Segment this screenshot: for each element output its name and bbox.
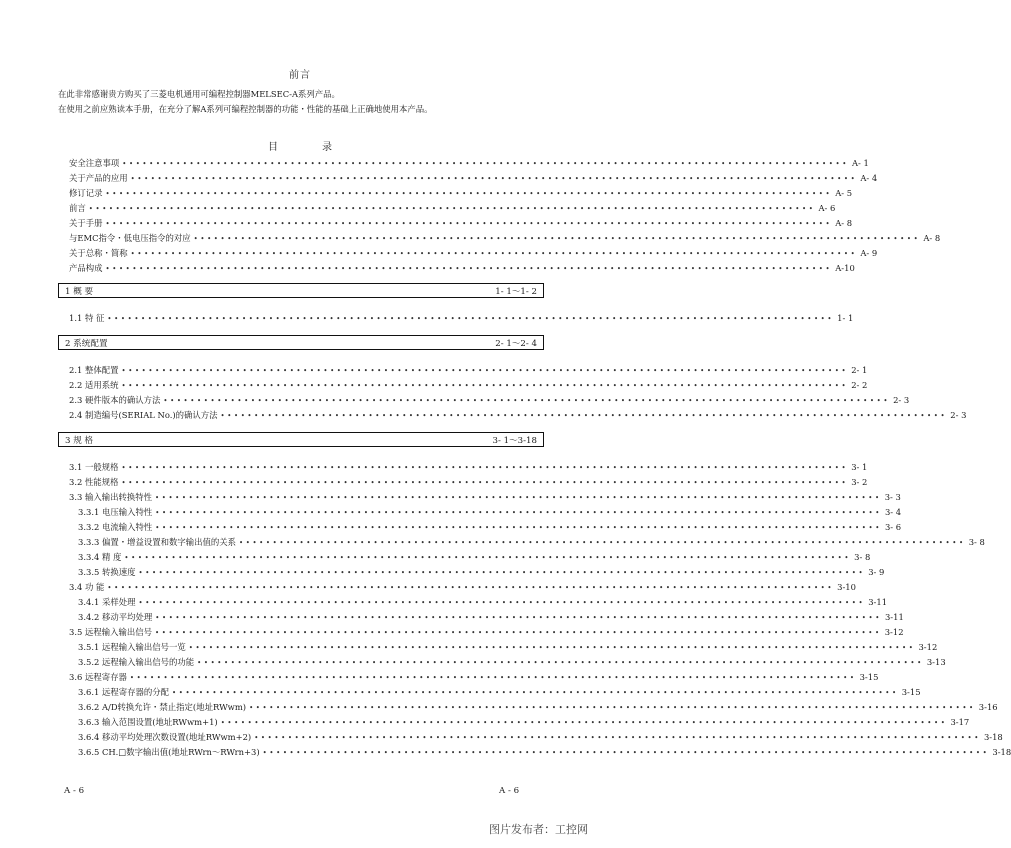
toc-entry-label: 2.2 适用系统 [69,380,119,390]
leader-dots: •••••••••••••••••••••••••••••••••••••••••••••••••••••••••••••••••••••••••••••••••••••••••••••••••••••••••••• [238,539,966,547]
toc-entry-label: 3.6.2 A/D转换允许・禁止指定(地址RWwm) [78,702,247,712]
toc-entry-label: 3.3.5 转换速度 [78,567,136,577]
toc-entry-page: A- 1 [851,158,869,168]
toc-entry-page: 3- 8 [968,537,985,547]
toc-entry-label: 3.5.1 远程输入输出信号一览 [78,642,186,652]
toc-entry[interactable] [78,746,1011,758]
toc-entry-page: 3-15 [901,687,921,697]
toc-entry-page: 3-18 [983,732,1003,742]
toc-entry-label: 1.1 特 征 [69,313,105,323]
leader-dots: •••••••••••••••••••••••••••••••••••••••••••••••••••••••••••••••••••••••••••••••••••••••••••••••••••••••••••• [163,397,891,405]
toc-entry-page: 3-18 [992,747,1011,757]
toc-entry-page: 3-11 [884,612,904,622]
leader-dots: •••••••••••••••••••••••••••••••••••••••••••••••••••••••••••••••••••••••••••••••••••••••••••••••••••••••••••• [107,315,835,323]
toc-entry[interactable] [69,312,854,324]
toc-entry[interactable] [69,247,878,259]
toc-entry-label: 3.5 远程输入输出信号 [69,627,152,637]
leader-dots: •••••••••••••••••••••••••••••••••••••••••••••••••••••••••••••••••••••••••••••••••••••••••••••••••••••••••••• [88,205,816,213]
toc-entry[interactable] [69,409,967,421]
toc-entry-label: 3.4 功 能 [69,582,105,592]
chapter-label: 2 系统配置 [65,338,108,349]
toc-entry[interactable] [69,157,869,169]
toc-entry-page: 3-12 [918,642,938,652]
toc-entry-page: A- 6 [818,203,836,213]
toc-entry[interactable] [78,656,946,668]
toc-title [0,138,600,153]
toc-entry-page: 1- 1 [837,313,854,323]
toc-entry-label: 3.5.2 远程输入输出信号的功能 [78,657,195,667]
chapter-pages: 1- 1～1- 2 [495,286,537,297]
toc-entry-page: 3- 9 [868,567,885,577]
page-number-right: A - 6 [499,786,520,796]
toc-entry-label: 安全注意事项 [69,158,120,168]
toc-entry-label: 3.6.4 移动平均处理次数设置(地址RWwm+2) [78,732,252,742]
toc-entry-page: 3-12 [884,627,904,637]
toc-entry[interactable] [69,671,879,683]
toc-entry-page: A- 5 [835,188,853,198]
toc-entry[interactable] [78,611,904,623]
toc-entry[interactable] [69,202,836,214]
leader-dots: •••••••••••••••••••••••••••••••••••••••••••••••••••••••••••••••••••••••••••••••••••••••••••••••••••••••••••• [121,367,849,375]
toc-entry-label: 3.6.5 CH.□数字输出值(地址RWrn～RWrn+3) [78,747,260,757]
leader-dots: •••••••••••••••••••••••••••••••••••••••••••••••••••••••••••••••••••••••••••••••••••••••••••••••••••••••••••• [138,569,866,577]
toc-entry[interactable] [69,232,941,244]
leader-dots: •••••••••••••••••••••••••••••••••••••••••••••••••••••••••••••••••••••••••••••••••••••••••••••••••••••••••••• [130,175,858,183]
toc-entry-label: 3.3 输入输出转换特性 [69,492,152,502]
toc-entry-label: 关于总称・简称 [69,248,128,258]
toc-entry-label: 关于手册 [69,218,103,228]
toc-entry-page: 3-16 [978,702,998,712]
leader-dots: •••••••••••••••••••••••••••••••••••••••••••••••••••••••••••••••••••••••••••••••••••••••••••••••••••••••••••• [254,734,981,742]
toc-entry-page: 3-17 [950,717,970,727]
toc-entry-label: 3.6 远程寄存器 [69,672,127,682]
toc-title-char-2: 录 [322,142,332,153]
toc-entry-label: 与EMC指令・低电压指令的对应 [69,233,191,243]
leader-dots: •••••••••••••••••••••••••••••••••••••••••••••••••••••••••••••••••••••••••••••••••••••••••••••••••••••••••••• [107,584,835,592]
leader-dots: •••••••••••••••••••••••••••••••••••••••••••••••••••••••••••••••••••••••••••••••••••••••••••••••••••••••••••• [105,265,833,273]
toc-entry-label: 3.6.1 远程寄存器的分配 [78,687,169,697]
chapter-label: 3 规 格 [65,435,94,446]
toc-entry-label: 关于产品的应用 [69,173,128,183]
toc-entry-label: 2.3 硬件版本的确认方法 [69,395,161,405]
leader-dots: •••••••••••••••••••••••••••••••••••••••••••••••••••••••••••••••••••••••••••••••••••••••••••••••••••••••••••• [129,674,857,682]
preface-line-1: 在此非常感谢贵方购买了三菱电机通用可编程控制器MELSEC-A系列产品。 [58,89,340,99]
leader-dots: •••••••••••••••••••••••••••••••••••••••••••••••••••••••••••••••••••••••••••••••••••••••••••••••••••••••••••• [105,220,833,228]
toc-entry-page: A- 8 [835,218,853,228]
leader-dots: •••••••••••••••••••••••••••••••••••••••••••••••••••••••••••••••••••••••••••••••••••••••••••••••••••••••••••• [154,629,882,637]
toc-entry-label: 3.1 一般规格 [69,462,119,472]
toc-entry-page: A-10 [835,263,855,273]
leader-dots: •••••••••••••••••••••••••••••••••••••••••••••••••••••••••••••••••••••••••••••••••••••••••••••••••••••••••••• [193,235,921,243]
toc-entry-label: 修订记录 [69,188,103,198]
toc-entry[interactable] [78,731,1003,743]
toc-entry[interactable] [69,581,856,593]
toc-entry[interactable] [69,379,868,391]
toc-entry-page: 2- 1 [851,365,868,375]
leader-dots: •••••••••••••••••••••••••••••••••••••••••••••••••••••••••••••••••••••••••••••••••••••••••••••••••••••••••••• [197,659,924,667]
chapter-pages: 2- 1～2- 4 [495,338,537,349]
toc-entry-page: 3-13 [926,657,946,667]
toc-entry[interactable] [78,686,921,698]
toc-entry[interactable] [69,364,868,376]
toc-entry-page: 3- 1 [851,462,868,472]
leader-dots: •••••••••••••••••••••••••••••••••••••••••••••••••••••••••••••••••••••••••••••••••••••••••••••••••••••••••••• [171,689,899,697]
leader-dots: •••••••••••••••••••••••••••••••••••••••••••••••••••••••••••••••••••••••••••••••••••••••••••••••••••••••••••• [188,644,916,652]
toc-entry-label: 产品构成 [69,263,103,273]
preface-title: 前言 [289,70,311,81]
toc-entry-page: A- 8 [923,233,941,243]
leader-dots: •••••••••••••••••••••••••••••••••••••••••••••••••••••••••••••••••••••••••••••••••••••••••••••••••••••••••••• [155,509,882,517]
preface-line-2: 在使用之前应熟读本手册，在充分了解A系列可编程控制器的功能・性能的基础上正确地使用本产品。 [58,104,433,114]
toc-entry[interactable] [78,716,970,728]
toc-entry-page: 3-15 [859,672,879,682]
toc-entry-label: 3.3.2 电流输入特性 [78,522,153,532]
toc-entry-label: 3.6.3 输入范围设置(地址RWwm+1) [78,717,218,727]
chapter-1-header[interactable] [58,283,544,298]
toc-entry[interactable] [69,172,878,184]
toc-entry-label: 2.1 整体配置 [69,365,119,375]
leader-dots: •••••••••••••••••••••••••••••••••••••••••••••••••••••••••••••••••••••••••••••••••••••••••••••••••••••••••••• [154,494,882,502]
toc-entry-label: 3.3.1 电压输入特性 [78,507,153,517]
toc-entry[interactable] [69,476,868,488]
toc-entry-label: 3.3.4 精 度 [78,552,122,562]
leader-dots: •••••••••••••••••••••••••••••••••••••••••••••••••••••••••••••••••••••••••••••••••••••••••••••••••••••••••••• [121,464,849,472]
publisher-watermark: 图片发布者：工控网 [489,823,588,836]
toc-entry-page: 3- 6 [884,522,902,532]
toc-entry-page: A- 9 [860,248,878,258]
toc-entry[interactable] [78,701,998,713]
chapter-label: 1 概 要 [65,286,94,297]
toc-entry-page: 2- 2 [851,380,868,390]
toc-entry[interactable] [78,551,871,563]
toc-entry[interactable] [69,394,910,406]
toc-entry-label: 前言 [69,203,86,213]
leader-dots: •••••••••••••••••••••••••••••••••••••••••••••••••••••••••••••••••••••••••••••••••••••••••••••••••••••••••••• [105,190,833,198]
toc-entry-page: 3- 4 [884,507,902,517]
leader-dots: •••••••••••••••••••••••••••••••••••••••••••••••••••••••••••••••••••••••••••••••••••••••••••••••••••••••••••• [220,412,948,420]
toc-entry[interactable] [69,262,855,274]
toc-entry-label: 3.4.1 采样处理 [78,597,136,607]
toc-entry-label: 3.2 性能规格 [69,477,119,487]
toc-entry-page: 2- 3 [893,395,910,405]
toc-entry[interactable] [78,536,985,548]
chapter-3-header[interactable] [58,432,544,447]
toc-entry[interactable] [78,596,888,608]
leader-dots: •••••••••••••••••••••••••••••••••••••••••••••••••••••••••••••••••••••••••••••••••••••••••••••••••••••••••••• [122,160,849,168]
toc-entry-page: 3- 8 [854,552,871,562]
leader-dots: •••••••••••••••••••••••••••••••••••••••••••••••••••••••••••••••••••••••••••••••••••••••••••••••••••••••••••• [124,554,852,562]
toc-entry[interactable] [69,461,868,473]
toc-entry-page: 2- 3 [950,410,967,420]
toc-entry[interactable] [69,217,853,229]
leader-dots: •••••••••••••••••••••••••••••••••••••••••••••••••••••••••••••••••••••••••••••••••••••••••••••••••••••••••••• [155,614,882,622]
toc-entry[interactable] [78,521,902,533]
toc-entry-page: 3-11 [868,597,888,607]
toc-entry-page: 3-10 [837,582,856,592]
leader-dots: •••••••••••••••••••••••••••••••••••••••••••••••••••••••••••••••••••••••••••••••••••••••••••••••••••••••••••• [121,382,849,390]
toc-entry-page: 3- 2 [851,477,868,487]
toc-entry-page: 3- 3 [884,492,901,502]
toc-entry[interactable] [78,506,902,518]
chapter-2-header[interactable] [58,335,544,350]
toc-entry[interactable] [78,641,938,653]
toc-entry[interactable] [78,566,885,578]
toc-entry[interactable] [69,626,904,638]
page-number-left: A - 6 [64,786,85,796]
leader-dots: •••••••••••••••••••••••••••••••••••••••••••••••••••••••••••••••••••••••••••••••••••••••••••••••••••••••••••• [262,749,990,757]
toc-entry[interactable] [69,491,901,503]
toc-entry[interactable] [69,187,853,199]
toc-entry-page: A- 4 [860,173,878,183]
chapter-pages: 3- 1～3-18 [492,435,537,446]
toc-title-char-1: 目 [268,142,278,153]
toc-entry-label: 3.4.2 移动平均处理 [78,612,153,622]
toc-entry-label: 2.4 制造编号(SERIAL No.)的确认方法 [69,410,218,420]
toc-entry-label: 3.3.3 偏置・增益设置和数字输出值的关系 [78,537,236,547]
leader-dots: •••••••••••••••••••••••••••••••••••••••••••••••••••••••••••••••••••••••••••••••••••••••••••••••••••••••••••• [220,719,948,727]
leader-dots: •••••••••••••••••••••••••••••••••••••••••••••••••••••••••••••••••••••••••••••••••••••••••••••••••••••••••••• [138,599,866,607]
leader-dots: •••••••••••••••••••••••••••••••••••••••••••••••••••••••••••••••••••••••••••••••••••••••••••••••••••••••••••• [249,704,976,712]
leader-dots: •••••••••••••••••••••••••••••••••••••••••••••••••••••••••••••••••••••••••••••••••••••••••••••••••••••••••••• [121,479,849,487]
leader-dots: •••••••••••••••••••••••••••••••••••••••••••••••••••••••••••••••••••••••••••••••••••••••••••••••••••••••••••• [155,524,882,532]
leader-dots: •••••••••••••••••••••••••••••••••••••••••••••••••••••••••••••••••••••••••••••••••••••••••••••••••••••••••••• [130,250,858,258]
